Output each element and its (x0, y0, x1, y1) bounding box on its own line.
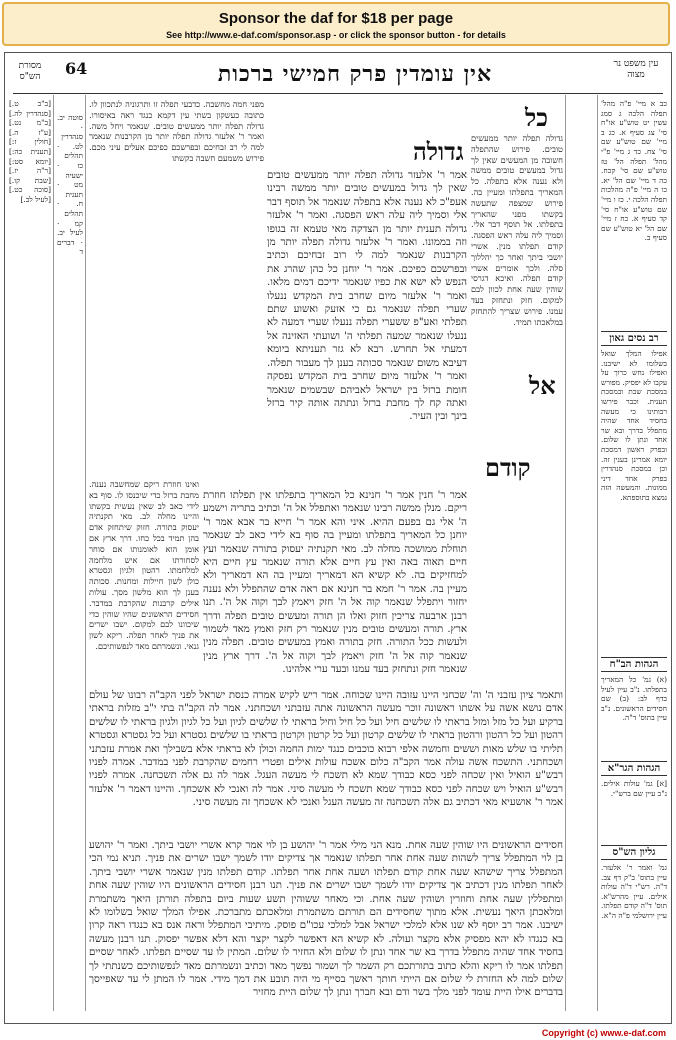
hagahot-gra-heading: הגהות הגר"א (601, 761, 667, 776)
masoret-hashas-label: מסורת הש"ס (18, 61, 42, 82)
margin-references: סוטה יב. · סנהדרין לט. · תהלים כז · ישעיה מט · תענית ח. · תהלים קמ · לעיל יב. · דברים ד (57, 113, 83, 257)
talmud-page (4, 52, 672, 1024)
ein-mishpat-label: עין משפט נר מצוה (613, 59, 659, 80)
column-rule-left-inner (85, 95, 86, 1011)
gilyon-hashas-heading: גליון הש"ס (601, 845, 667, 860)
masoret-hashas-notes: [ב"ב ט.] [סנהדרין לה.] [ב"מ נט.] [ע"ז ה.] [חולין ז:] [תענית כה:] [יומא סט:] [ר"ה יז.] [שבת קו.] [סוכה כט.] [לעיל לב.] (9, 99, 51, 204)
rashi-commentary-left: ואינו חוזרת ריקם שמחשבה נענה. מחבת ברזל כדי שיכנסו לו. סוף בא לידי כאב לב שאין נעשית בקשתו והיינו מחלה לב. מאי תקנתיה יעסוק בתורה. חזוק שיתחזק אדם בהן תמיד בכל כחו. דרך ארץ אם אומן הוא לאומנותו אם סוחר לסחורתו אם איש מלחמה למלחמתו. רהטון ולגיון וגסטרא כולן לשון חיילות ומחנות. סכותה בענן לך הוא מלשון מסך. עולות אילים קרבנות שהקרבת במדבר. חסידים הראשונים שהיו שוהין כדי שיכוונו לבם למקום. ישבו ישרים את פניך לאחר תפלה. ריקא לשון גנאי. ונשמרתם מאד לנפשותיכם. (89, 479, 199, 651)
copyright-notice[interactable]: Copyright (c) www.e-daf.com (541, 1028, 666, 1038)
column-rule-left-outer (53, 95, 54, 1011)
opening-word-kol: כל (525, 103, 548, 132)
gilyon-hashas-text: גמ' ואמר ר' אלעזר. עיין בתוס' ב"ק דף צב. ד"ה. רש"י ד"ה עולות אילים. עיין מהרש"א. תוס' ד"ה קודם תפלתו. עיין ירושלמי פ"ה ה"א. (601, 863, 667, 920)
gemara-text-bottom: חסידים הראשונים היו שוהין שעה אחת. מנא הני מילי אמר ר' יהושע בן לוי אמר קרא אשרי יושבי ביתך. ואמר ר' יהושע בן לוי המתפלל צריך לשהות שעה אחת אחר תפלתו שנאמר אך צדיקים יודו לשמך ישבו ישרים את פניך. תניא נמי הכי המתפלל צריך שישהא שעה אחת קודם תפלתו ושעה אחת אחר תפלתו. קודם תפלתו מנין שנאמר אשרי יושבי ביתך. לאחר תפלתו מנין דכתיב אך צדיקים יודו לשמך ישבו ישרים את פניך. תנו רבנן חסידים הראשונים היו שוהין שעה אחת ומתפללין שעה אחת וחוזרין ושוהין שעה אחת. וכי מאחר ששוהין תשע שעות ביום בתפלה תורתן היאך משתמרת ומלאכתן היאך נעשית. אלא מתוך שחסידים הם תורתם משתמרת ומלאכתם מתברכת. אפילו המלך שואל בשלומו לא ישיבנו. אמר רב יוסף לא שנו אלא למלכי ישראל אבל למלכי עכו"ם פוסק. מיתיבי המתפלל וראה אנס בא כנגדו ראה קרון בא כנגדו לא יהא מפסיק אלא מקצר ועולה. לא קשיא הא דאפשר לקצר יקצר והא דלא אפשר יפסוק. תנו רבנן מעשה בחסיד אחד שהיה מתפלל בדרך בא שר אחד ונתן לו שלום ולא החזיר לו שלום. המתין לו עד שסיים תפלתו. לאחר שסיים תפלתו אמר לו ריקא והלא כתוב בתורתכם רק השמר לך ושמור נפשך מאד וכתיב ונשמרתם מאד לנפשותיכם כשנתתי לך שלום למה לא החזרת לי שלום אם הייתי חותך ראשך בסייף מי היה תובע את דמך מידי. אמר לו המתן לי עד שאפייסך בדברים אילו היית עומד לפני מלך בשר ודם ובא חברך ונתן לך שלום היית מחזיר (89, 840, 563, 999)
opening-word-kodem: קודם (485, 453, 531, 482)
gemara-text-top: אמר ר' אלעזר גדולה תפלה יותר ממעשים טובים שאין לך גדול במעשים טובים יותר ממשה רבינו אעפ"כ לא נענה אלא בתפלה שנאמר אל תוסף דבר אלי וסמיך ליה עלה ראש הפסגה. ואמר ר' אלעזר גדולה תענית יותר מן הצדקה מאי טעמא זה בגופו וזה בממונו. ואמר ר' אלעזר גדולה תפלה יותר מן הקרבנות שנאמר למה לי רוב זבחיכם וכתיב ובפרשכם כפיכם. אמר ר' יוחנן כל כהן שהרג את הנפש לא ישא את כפיו שנאמר ידיכם דמים מלאו. ואמר ר' אלעזר מיום שחרב בית המקדש ננעלו שערי תפלה שנאמר גם כי אזעק ואשוע שתם תפלתי ואע"פ ששערי תפלה ננעלו שערי דמעה לא ננעלו שנאמר שמעה תפלתי ה' ושועתי האזינה אל דמעתי אל תחרש. רבא לא גזר תעניתא ביומא דעיבא משום שנאמר סכותה בענן לך מעבור תפלה. ואמר ר' אלעזר מיום שחרב בית המקדש נפסקה חומת ברזל בין ישראל לאביהם שבשמים שנאמר ואתה קח לך מחבת ברזל ונתתה אותה קיר ברזל בינך ובין העיר. (267, 170, 467, 423)
page-number: 64 (65, 59, 88, 78)
opening-word-gedola: גדולה (413, 137, 464, 166)
rav-nissim-gaon-text: אפילו המלך שואל בשלומו לא ישיבנו. ואפילו נחש כרוך על עקבו לא יפסיק. מפורש במסכת שבת ובמסכת תענית. וכבר פירשו רבותינו כי מעשה בחסיד אחד שהיה מתפלל בדרך ובא שר אחד ונתן לו שלום. ובפרק ראשון דמסכת יומא אמרינן בענין זה. וכן במסכת סנהדרין בפרק אחד דיני ממונות. והמעשה הזה נמצא בתוספתא. (601, 349, 667, 502)
running-header: אין עומדין פרק חמישי ברכות (217, 61, 493, 87)
header-rule (13, 93, 663, 94)
sponsor-subtitle[interactable]: See http://www.e-daf.com/sponsor.asp - or click the sponsor button - for details (166, 30, 506, 40)
column-rule-right-inner (565, 95, 566, 1011)
gemara-text-mid: אמר ר' חנין אמר ר' חנינא כל המאריך בתפלתו אין תפלתו חוזרת ריקם. מנלן ממשה רבינו שנאמר ואתפלל אל ה' וכתיב בתריה וישמע ה' אלי גם בפעם ההיא. איני והא אמר ר' חייא בר אבא אמר ר' יוחנן כל המאריך בתפלתו ומעיין בה סוף בא לידי כאב לב שנאמר תוחלת ממושכה מחלה לב. מאי תקנתיה יעסוק בתורה שנאמר ועץ חיים תאוה באה ואין עץ חיים אלא תורה שנאמר עץ חיים היא למחזיקים בה. לא קשיא הא דמאריך ומעיין בה הא דמאריך ולא מעיין בה. אמר ר' חמא בר חנינא אם ראה אדם שהתפלל ולא נענה יחזור ויתפלל שנאמר קוה אל ה' חזק ויאמץ לבך וקוה אל ה'. תנו רבנן ארבעה צריכין חזוק ואלו הן תורה ומעשים טובים תפלה ודרך ארץ. תורה ומעשים טובים מנין שנאמר רק חזק ואמץ מאד לשמור ולעשות ככל התורה. חזק בתורה ואמץ במעשים טובים. תפלה מנין שנאמר קוה אל ה' חזק ויאמץ לבך וקוה אל ה'. דרך ארץ מנין שנאמר חזק ונתחזק בעד עמנו ובעד ערי אלהינו. (203, 490, 467, 676)
hagahot-gra-text: [א] גמ' עולות אילים. נ"ב עיין שם ברש"י. (601, 779, 667, 798)
sponsor-title[interactable]: Sponsor the daf for $18 per page (218, 10, 454, 27)
opening-word-al: אל (529, 371, 556, 400)
rashi-commentary-top: מפני חמה מחשבה. כדבעי תפלה זו ותרגוניה לנתכוון לו. כתובה כעשקון בשתי עין דקמא כנגד ראה באיסורו. גדולה תפלה יותר ממעשים טובים. שנאמר ויחל משה. ואמר ר' אלעזר גדולה תפלה יותר מן הקרבנות שנאמר למה לי רב זבחיכם ובפרשכם כפיכם אעלים עיני מכם. פירוש משמעם חשבה בקשתו (89, 99, 264, 163)
gemara-text-low: ותאמר ציון עזבני ה' וה' שכחני היינו עזובה היינו שכוחה. אמר ריש לקיש אמרה כנסת ישראל לפני הקב"ה רבונו של עולם אדם נושא אשה על אשתו ראשונה זוכר מעשה הראשונה אתה עזבתני ושכחתני. אמר לה הקב"ה בתי י"ב מזלות בראתי ברקיע ועל כל מזל ומזל בראתי לו שלשים חיל ועל כל חיל וחיל בראתי לו שלשים לגיון ועל כל לגיון ולגיון בראתי לו שלשים רהטון ועל כל רהטון ורהטון בראתי לו שלשים קרטון ועל כל קרטון וקרטון בראתי בו שלשים גסטרא ועל כל גסטרא וגסטרא תליתי בו שלש מאות וששים וחמשה אלפי רבוא כוכבים כנגד ימות החמה וכולן לא בראתי אלא בשבילך ואת אמרת עזבתני ושכחתני. התשכח אשה עולה אמר הקב"ה כלום אשכח עולות אילים ופטרי רחמים שהקרבת לפני במדבר. אמרה לפניו רבש"ע הואיל ואין שכחה לפני כסא כבודך שמא לא תשכח לי מעשה העגל. אמר לה גם אלה תשכחנה. אמרה לפניו רבש"ע הואיל ויש שכחה לפני כסא כבודך שמא תשכח לי מעשה סיני. אמר לה ואנכי לא אשכחך. והיינו דאמר ר' אלעזר אמר ר' אושעיא מאי דכתיב גם אלה תשכחנה זה מעשה העגל ואנכי לא אשכחך זה מעשה סיני. (89, 690, 563, 809)
sponsor-banner[interactable] (2, 2, 670, 46)
hagahot-bach-text: (א) גמ' כל המאריך בתפלתו. נ"ב עיין לעיל בדף לב: (ב) שם חסידים הראשונים. נ"ב עיין בתוס' ד"ה. (601, 675, 667, 723)
hagahot-bach-heading: הגהות הב"ח (601, 657, 667, 672)
ein-mishpat-notes: כב א מיי' פ"ה מהל' תפלה הלכה ג סמג עשין יט טוש"ע או"ח סי' צג סעיף א. כג ב מיי' שם טוש"ע שם סי' צח. כד ג מיי' פ"י מהל' תפלה הל' טז טוש"ע שם סי' קכח. כה ד מיי' שם הל' יא. כו ה מיי' פ"ה מהלכות תפלה הלכה י. כז ו מיי' שם טוש"ע או"ח סי' קד סעיף א. כח ז מיי' שם הל' יא טוש"ע שם סעיף ב. (601, 99, 667, 243)
rav-nissim-gaon-heading: רב נסים גאון (601, 331, 667, 346)
column-rule-right-outer (597, 95, 598, 1011)
tosafot-commentary: גדולה תפלה יותר ממעשים טובים. פירוש שהתפלה חשובה מן המעשים שאין לך גדול במעשים טובים ממשה ולא נענה אלא בתפלה. כל המאריך בתפלתו ומעיין בה. פירוש שמצפה שתעשה בקשתו מפני שהאריך בתפלתו. אל תוסף דבר אלי. וסמיך ליה עלה ראש הפסגה. קודם תפלתו מנין. אשרי יושבי ביתך ואחר כך יהללוך סלה. ולכך אומרים אשרי קודם תפלה. ואיכא דגרסי שוהין שעה אחת לכוון לבם למקום. חזק ונתחזק בעד עמנו. פירוש שצריך להתחזק במלאכתו תמיד. (471, 133, 563, 327)
